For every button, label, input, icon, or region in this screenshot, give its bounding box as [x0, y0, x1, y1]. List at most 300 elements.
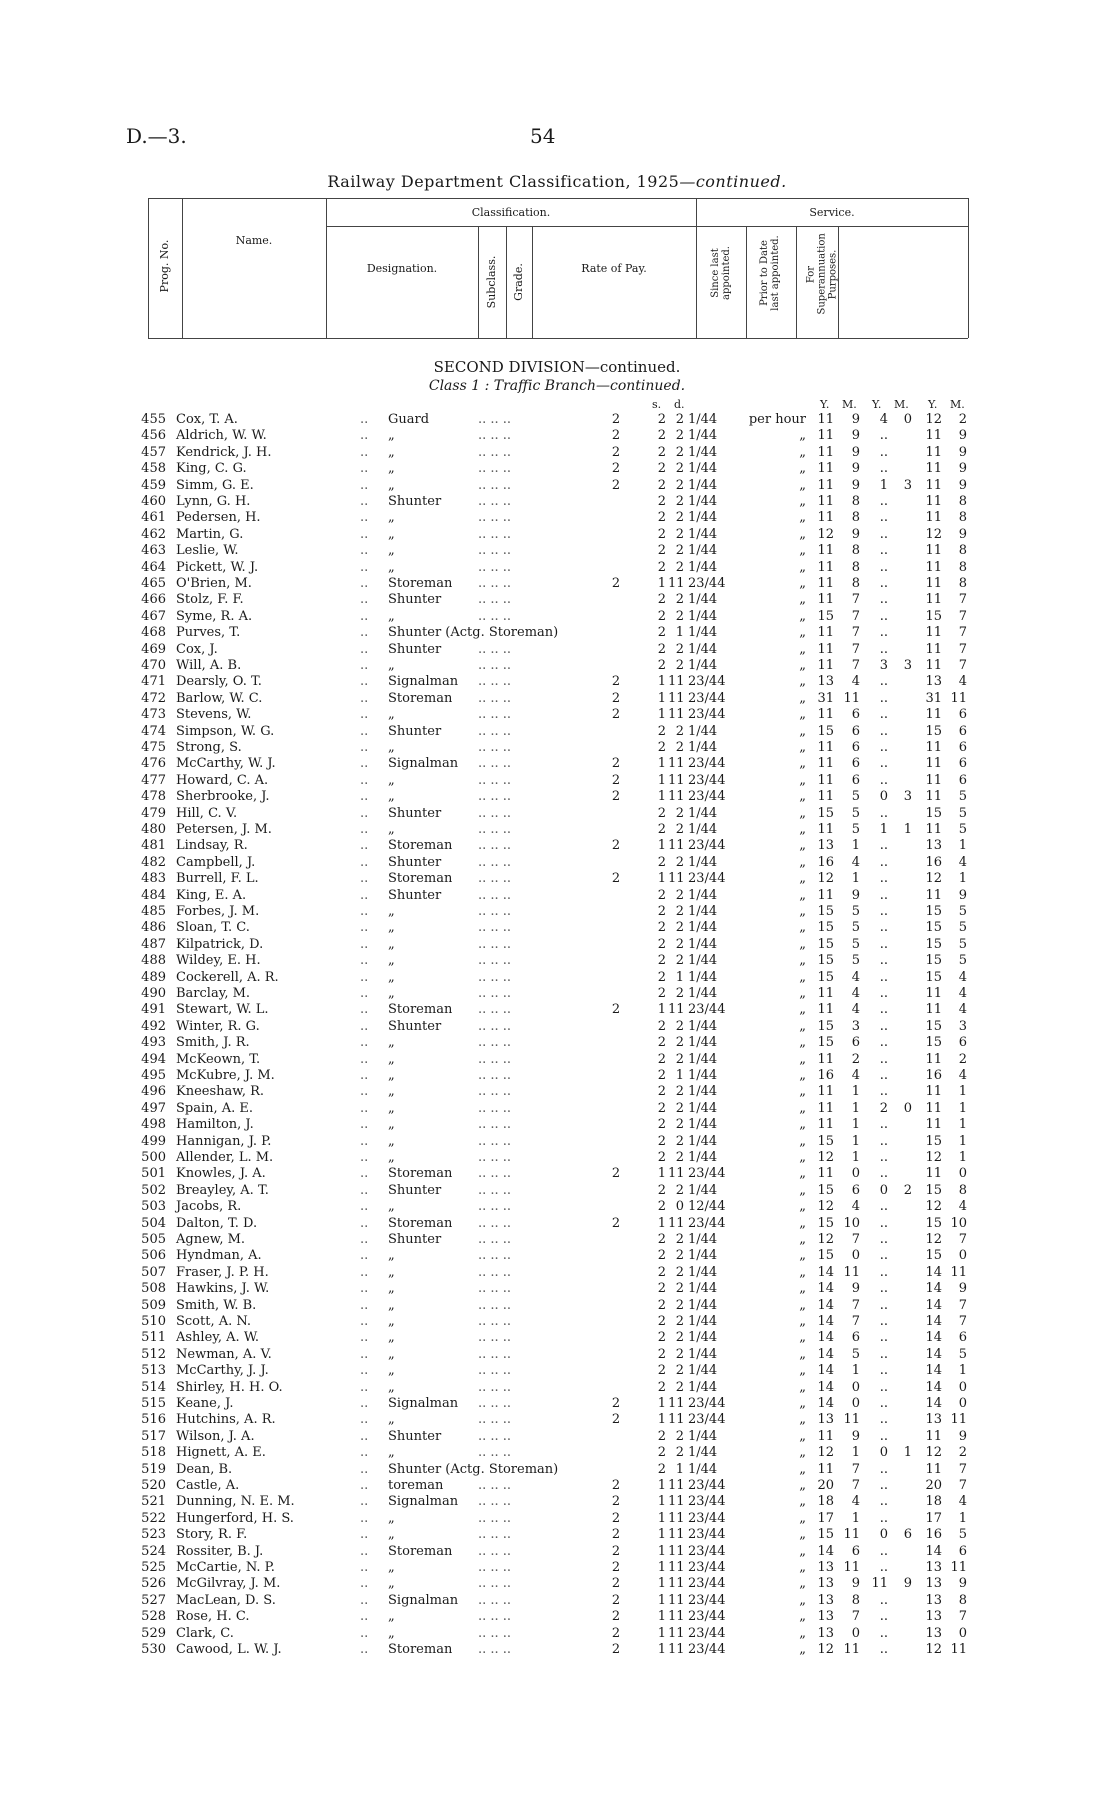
- cell-rate-frac: 12/44: [688, 1199, 726, 1215]
- unit-m-3: M.: [950, 398, 965, 411]
- cell-rate-frac: 23/44: [688, 1166, 726, 1182]
- division-heading: SECOND DIVISION—continued.: [433, 358, 681, 376]
- cell-prior-years: ..: [879, 1068, 888, 1083]
- cell-name: King, E. A.: [176, 887, 247, 903]
- cell-rate-s: 2: [657, 936, 666, 952]
- cell-prog-no: 462: [141, 526, 166, 542]
- cell-super-months: 6: [958, 756, 967, 772]
- cell-rate-frac: 1/44: [688, 953, 718, 969]
- cell-prog-no: 507: [141, 1264, 166, 1280]
- cell-rate-d: 2: [675, 510, 684, 526]
- cell-rate-per: „: [799, 920, 806, 936]
- cell-rate-per: „: [799, 641, 806, 657]
- cell-designation: „: [388, 1281, 395, 1297]
- cell-rate-s: 2: [657, 428, 666, 444]
- cell-name: Lynn, G. H.: [176, 494, 251, 509]
- leader-dots: ..: [360, 854, 369, 870]
- cell-designation: „: [388, 444, 395, 460]
- cell-rate-frac: 1/44: [688, 1117, 718, 1133]
- cell-prog-no: 522: [141, 1510, 166, 1526]
- cell-rate-d: 2: [675, 822, 684, 837]
- cell-name: Kendrick, J. H.: [176, 444, 272, 460]
- leader-dots: .. .. ..: [478, 1379, 512, 1395]
- cell-rate-per: „: [799, 822, 806, 837]
- cell-rate-d: 11: [668, 1543, 685, 1559]
- cell-rate-per: „: [799, 1297, 806, 1313]
- cell-rate-per: „: [799, 428, 806, 444]
- table-row: [0, 478, 1114, 494]
- cell-super-months: 4: [958, 1494, 967, 1510]
- cell-rate-s: 2: [657, 658, 666, 673]
- table-row: [0, 1396, 1114, 1412]
- table-row: [0, 1609, 1114, 1625]
- cell-prior-years: ..: [879, 723, 888, 739]
- cell-since-years: 12: [817, 526, 834, 542]
- cell-super-years: 12: [925, 1199, 942, 1215]
- cell-rate-per: „: [799, 1215, 806, 1231]
- cell-since-months: 11: [843, 1642, 860, 1657]
- leader-dots: ..: [360, 1182, 369, 1198]
- cell-designation: „: [388, 1576, 395, 1592]
- cell-rate-s: 1: [657, 1396, 666, 1411]
- cell-rate-frac: 1/44: [688, 1264, 718, 1280]
- cell-rate-d: 2: [675, 559, 684, 575]
- table-row: [0, 953, 1114, 969]
- cell-since-months: 9: [851, 412, 860, 427]
- cell-prior-years: ..: [879, 1117, 888, 1133]
- cell-name: Newman, A. V.: [176, 1346, 272, 1362]
- cell-name: Stolz, F. F.: [176, 592, 244, 608]
- cell-rate-d: 11: [668, 1592, 685, 1608]
- cell-name: Simpson, W. G.: [176, 723, 275, 739]
- cell-prog-no: 519: [141, 1461, 166, 1477]
- cell-super-months: 9: [958, 526, 967, 542]
- cell-name: Leslie, W.: [176, 543, 239, 559]
- cell-rate-frac: 23/44: [688, 772, 726, 788]
- table-row: [0, 592, 1114, 608]
- cell-super-months: 5: [958, 789, 967, 805]
- leader-dots: .. .. ..: [478, 969, 512, 985]
- cell-rate-frac: 1/44: [688, 1363, 718, 1379]
- cell-designation: Shunter: [388, 805, 442, 821]
- cell-super-months: 1: [958, 1084, 967, 1100]
- leader-dots: ..: [360, 1428, 369, 1444]
- cell-rate-d: 2: [675, 1297, 684, 1313]
- cell-subclass: 2: [611, 1396, 621, 1411]
- leader-dots: ..: [360, 1264, 369, 1280]
- cell-prior-years: ..: [879, 1002, 888, 1018]
- cell-prog-no: 526: [141, 1576, 166, 1592]
- cell-prior-years: ..: [879, 854, 888, 870]
- cell-prior-years: ..: [879, 1199, 888, 1215]
- cell-since-months: 4: [851, 1199, 860, 1215]
- cell-prog-no: 487: [141, 936, 166, 952]
- cell-rate-per: „: [799, 772, 806, 788]
- cell-rate-s: 2: [657, 1232, 666, 1247]
- leader-dots: ..: [360, 772, 369, 788]
- cell-super-years: 14: [925, 1314, 942, 1329]
- cell-since-years: 11: [817, 625, 834, 641]
- cell-since-months: 7: [851, 1232, 860, 1247]
- cell-since-years: 11: [817, 822, 834, 837]
- cell-name: McKubre, J. M.: [176, 1068, 275, 1083]
- cell-since-months: 11: [843, 1412, 860, 1428]
- cell-rate-s: 1: [657, 871, 666, 887]
- table-row: [0, 756, 1114, 772]
- cell-rate-d: 2: [675, 1084, 684, 1100]
- cell-prog-no: 529: [141, 1625, 166, 1641]
- cell-designation: „: [388, 789, 395, 805]
- cell-designation: „: [388, 1527, 395, 1543]
- leader-dots: .. .. ..: [478, 641, 512, 657]
- cell-rate-s: 2: [657, 1018, 666, 1034]
- cell-designation: Shunter: [388, 1232, 442, 1247]
- cell-prior-years: ..: [879, 1297, 888, 1313]
- leader-dots: ..: [360, 1609, 369, 1625]
- cell-prior-years: ..: [879, 608, 888, 624]
- cell-super-months: 4: [958, 969, 967, 985]
- table-row: [0, 1002, 1114, 1018]
- cell-super-years: 15: [925, 969, 942, 985]
- cell-rate-frac: 1/44: [688, 1297, 718, 1313]
- leader-dots: .. .. ..: [478, 1609, 512, 1625]
- cell-super-months: 11: [950, 1642, 967, 1657]
- cell-name: Dean, B.: [176, 1461, 233, 1477]
- table-row: [0, 642, 1114, 658]
- cell-rate-d: 1: [675, 1068, 684, 1083]
- cell-name: Rossiter, B. J.: [176, 1543, 264, 1559]
- cell-since-months: 1: [851, 1133, 860, 1149]
- table-row: [0, 1232, 1114, 1248]
- cell-subclass: 2: [611, 576, 621, 591]
- cell-rate-d: 2: [675, 953, 684, 969]
- cell-name: Knowles, J. A.: [176, 1166, 266, 1182]
- cell-super-years: 11: [925, 641, 942, 657]
- cell-since-months: 8: [851, 576, 860, 591]
- cell-rate-frac: 23/44: [688, 576, 726, 591]
- cell-designation: „: [388, 1248, 395, 1264]
- table-row: [0, 461, 1114, 477]
- leader-dots: .. .. ..: [478, 1100, 512, 1116]
- cell-rate-d: 2: [675, 444, 684, 460]
- cell-since-years: 11: [817, 559, 834, 575]
- cell-super-years: 15: [925, 1133, 942, 1149]
- cell-super-months: 1: [958, 1117, 967, 1133]
- cell-since-months: 8: [851, 510, 860, 526]
- cell-rate-per: „: [799, 1051, 806, 1067]
- cell-super-months: 1: [958, 871, 967, 887]
- cell-prog-no: 479: [141, 805, 166, 821]
- cell-name: Castle, A.: [176, 1478, 240, 1493]
- cell-prior-years: ..: [879, 838, 888, 854]
- cell-subclass: 2: [611, 674, 621, 690]
- cell-prog-no: 457: [141, 444, 166, 460]
- table-row: [0, 1298, 1114, 1314]
- leader-dots: ..: [360, 674, 369, 690]
- cell-since-years: 14: [817, 1363, 834, 1379]
- cell-rate-d: 11: [668, 871, 685, 887]
- table-row: [0, 920, 1114, 936]
- cell-rate-d: 11: [668, 1215, 685, 1231]
- cell-rate-frac: 1/44: [688, 854, 718, 870]
- leader-dots: .. .. ..: [478, 477, 512, 493]
- cell-since-months: 4: [851, 1002, 860, 1018]
- cell-super-years: 11: [925, 592, 942, 608]
- cell-prior-years: ..: [879, 592, 888, 608]
- cell-since-years: 11: [817, 1461, 834, 1477]
- cell-rate-per: „: [799, 1510, 806, 1526]
- cell-rate-frac: 1/44: [688, 1428, 718, 1444]
- cell-designation: Signalman: [388, 1592, 459, 1608]
- cell-rate-frac: 1/44: [688, 1182, 718, 1198]
- leader-dots: .. .. ..: [478, 1084, 512, 1100]
- cell-prior-years: ..: [879, 1133, 888, 1149]
- cell-rate-d: 11: [668, 1609, 685, 1625]
- cell-prior-years: ..: [879, 1166, 888, 1182]
- cell-since-months: 7: [851, 658, 860, 673]
- cell-rate-frac: 1/44: [688, 1281, 718, 1297]
- cell-super-years: 13: [925, 1576, 942, 1592]
- cell-since-months: 11: [843, 1264, 860, 1280]
- cell-rate-s: 1: [657, 1412, 666, 1428]
- cell-prog-no: 523: [141, 1527, 166, 1543]
- cell-rate-per: „: [799, 1281, 806, 1297]
- leader-dots: ..: [360, 1051, 369, 1067]
- cell-prior-years: ..: [879, 1035, 888, 1051]
- cell-since-months: 2: [851, 1051, 860, 1067]
- cell-rate-d: 2: [675, 1363, 684, 1379]
- cell-prior-years: ..: [879, 1264, 888, 1280]
- leader-dots: ..: [360, 953, 369, 969]
- cell-name: Hamilton, J.: [176, 1117, 254, 1133]
- cell-rate-frac: 1/44: [688, 543, 718, 559]
- table-row: [0, 560, 1114, 576]
- unit-y-3: Y.: [928, 398, 938, 411]
- table-row: [0, 724, 1114, 740]
- cell-designation: „: [388, 1330, 395, 1346]
- cell-designation: „: [388, 1264, 395, 1280]
- cell-rate-s: 1: [657, 1609, 666, 1625]
- cell-rate-s: 2: [657, 920, 666, 936]
- cell-since-months: 5: [851, 953, 860, 969]
- cell-rate-d: 11: [668, 1494, 685, 1510]
- cell-subclass: 2: [611, 789, 621, 805]
- cell-since-years: 15: [817, 1182, 834, 1198]
- cell-name: Hyndman, A.: [176, 1248, 262, 1264]
- cell-rate-d: 11: [668, 576, 685, 591]
- col-for-super: For Superannuation Purposes.: [805, 233, 839, 315]
- cell-rate-per: „: [799, 756, 806, 772]
- cell-rate-s: 2: [657, 1445, 666, 1461]
- cell-prog-no: 463: [141, 543, 166, 559]
- column-header: [148, 198, 968, 338]
- leader-dots: ..: [360, 1445, 369, 1461]
- cell-super-months: 11: [950, 1412, 967, 1428]
- leader-dots: ..: [360, 1510, 369, 1526]
- cell-rate-frac: 1/44: [688, 1330, 718, 1346]
- leader-dots: .. .. ..: [478, 1133, 512, 1149]
- cell-prior-months: 2: [903, 1182, 912, 1198]
- col-rate: Rate of Pay.: [581, 262, 647, 275]
- cell-prog-no: 467: [141, 608, 166, 624]
- cell-since-months: 6: [851, 1543, 860, 1559]
- cell-designation: Storeman: [388, 576, 453, 591]
- cell-rate-d: 11: [668, 1166, 685, 1182]
- cell-rate-per: „: [799, 1018, 806, 1034]
- cell-subclass: 2: [611, 1592, 621, 1608]
- leader-dots: .. .. ..: [478, 936, 512, 952]
- cell-since-years: 14: [817, 1379, 834, 1395]
- table-row: [0, 543, 1114, 559]
- cell-since-months: 9: [851, 477, 860, 493]
- cell-since-months: 8: [851, 543, 860, 559]
- cell-prior-years: ..: [879, 1018, 888, 1034]
- cell-rate-frac: 1/44: [688, 1379, 718, 1395]
- cell-designation: Storeman: [388, 1543, 453, 1559]
- cell-prior-years: ..: [879, 1363, 888, 1379]
- cell-designation: „: [388, 1609, 395, 1625]
- cell-super-years: 11: [925, 625, 942, 641]
- cell-rate-s: 1: [657, 789, 666, 805]
- cell-prog-no: 482: [141, 854, 166, 870]
- cell-prog-no: 474: [141, 723, 166, 739]
- cell-designation: „: [388, 1133, 395, 1149]
- cell-rate-frac: 1/44: [688, 658, 718, 673]
- cell-rate-per: „: [799, 1002, 806, 1018]
- table-row: [0, 1052, 1114, 1068]
- leader-dots: ..: [360, 1166, 369, 1182]
- cell-super-years: 11: [925, 707, 942, 723]
- cell-super-years: 11: [925, 428, 942, 444]
- cell-subclass: 2: [611, 772, 621, 788]
- cell-rate-d: 2: [675, 936, 684, 952]
- cell-rate-d: 11: [668, 772, 685, 788]
- cell-rate-frac: 1/44: [688, 428, 718, 444]
- cell-super-months: 7: [958, 641, 967, 657]
- cell-rate-s: 1: [657, 1543, 666, 1559]
- table-row: [0, 510, 1114, 526]
- cell-rate-d: 2: [675, 1428, 684, 1444]
- cell-since-months: 3: [851, 1018, 860, 1034]
- cell-name: Forbes, J. M.: [176, 904, 260, 919]
- table-row: [0, 445, 1114, 461]
- cell-rate-s: 1: [657, 1215, 666, 1231]
- table-row: [0, 674, 1114, 690]
- leader-dots: .. .. ..: [478, 1527, 512, 1543]
- cell-since-years: 11: [817, 740, 834, 755]
- cell-super-years: 14: [925, 1543, 942, 1559]
- cell-name: Rose, H. C.: [176, 1609, 250, 1625]
- cell-prog-no: 476: [141, 756, 166, 772]
- cell-since-months: 0: [851, 1379, 860, 1395]
- cell-since-years: 11: [817, 772, 834, 788]
- leader-dots: .. .. ..: [478, 1625, 512, 1641]
- cell-name: Clark, C.: [176, 1625, 234, 1641]
- cell-rate-frac: 1/44: [688, 805, 718, 821]
- cell-rate-s: 1: [657, 1576, 666, 1592]
- table-row: [0, 1462, 1114, 1478]
- cell-since-years: 11: [817, 658, 834, 673]
- cell-since-years: 15: [817, 936, 834, 952]
- cell-rate-frac: 1/44: [688, 1100, 718, 1116]
- cell-name: O'Brien, M.: [176, 576, 252, 591]
- cell-since-months: 6: [851, 756, 860, 772]
- unit-m-2: M.: [894, 398, 909, 411]
- cell-prior-years: ..: [879, 494, 888, 509]
- cell-rate-frac: 23/44: [688, 1002, 726, 1018]
- leader-dots: .. .. ..: [478, 1035, 512, 1051]
- cell-rate-s: 2: [657, 953, 666, 969]
- cell-prior-years: ..: [879, 986, 888, 1001]
- leader-dots: .. .. ..: [478, 412, 512, 427]
- leader-dots: ..: [360, 756, 369, 772]
- cell-prior-years: 1: [879, 477, 888, 493]
- cell-rate-frac: 1/44: [688, 822, 718, 837]
- cell-rate-frac: 1/44: [688, 887, 718, 903]
- table-row: [0, 1445, 1114, 1461]
- cell-prior-years: 0: [879, 1445, 888, 1461]
- cell-rate-frac: 23/44: [688, 690, 726, 706]
- leader-dots: ..: [360, 1642, 369, 1657]
- cell-since-months: 1: [851, 1100, 860, 1116]
- cell-name: Sloan, T. C.: [176, 920, 250, 936]
- cell-designation: Storeman: [388, 1215, 453, 1231]
- cell-rate-d: 2: [675, 1133, 684, 1149]
- cell-prog-no: 492: [141, 1018, 166, 1034]
- cell-name: Stevens, W.: [176, 707, 252, 723]
- cell-name: Hawkins, J. W.: [176, 1281, 270, 1297]
- cell-rate-d: 2: [675, 904, 684, 919]
- cell-since-years: 11: [817, 576, 834, 591]
- cell-rate-per: „: [799, 690, 806, 706]
- table-row: [0, 1101, 1114, 1117]
- cell-rate-s: 1: [657, 838, 666, 854]
- cell-super-months: 4: [958, 854, 967, 870]
- cell-super-months: 8: [958, 494, 967, 509]
- cell-super-years: 11: [925, 1100, 942, 1116]
- cell-rate-d: 2: [675, 1182, 684, 1198]
- cell-rate-d: 2: [675, 641, 684, 657]
- cell-rate-frac: 23/44: [688, 756, 726, 772]
- cell-rate-d: 11: [668, 1396, 685, 1411]
- cell-rate-per: „: [799, 1396, 806, 1411]
- cell-super-years: 12: [925, 871, 942, 887]
- cell-rate-d: 11: [668, 1002, 685, 1018]
- cell-since-years: 15: [817, 1018, 834, 1034]
- cell-rate-s: 1: [657, 1510, 666, 1526]
- cell-super-years: 11: [925, 986, 942, 1001]
- cell-rate-s: 2: [657, 1428, 666, 1444]
- cell-rate-frac: 23/44: [688, 838, 726, 854]
- cell-super-years: 11: [925, 887, 942, 903]
- col-prior-to-date: Prior to Date last appointed.: [759, 235, 781, 311]
- cell-prior-years: ..: [879, 625, 888, 641]
- cell-rate-d: 2: [675, 1150, 684, 1165]
- cell-super-years: 11: [925, 789, 942, 805]
- cell-prior-years: ..: [879, 461, 888, 477]
- leader-dots: .. .. ..: [478, 953, 512, 969]
- leader-dots: ..: [360, 1576, 369, 1592]
- cell-rate-s: 2: [657, 1264, 666, 1280]
- leader-dots: ..: [360, 1068, 369, 1083]
- cell-since-years: 15: [817, 1527, 834, 1543]
- cell-super-years: 11: [925, 444, 942, 460]
- cell-prog-no: 504: [141, 1215, 166, 1231]
- cell-super-months: 9: [958, 1281, 967, 1297]
- cell-designation: „: [388, 543, 395, 559]
- cell-designation: „: [388, 461, 395, 477]
- cell-rate-d: 2: [675, 494, 684, 509]
